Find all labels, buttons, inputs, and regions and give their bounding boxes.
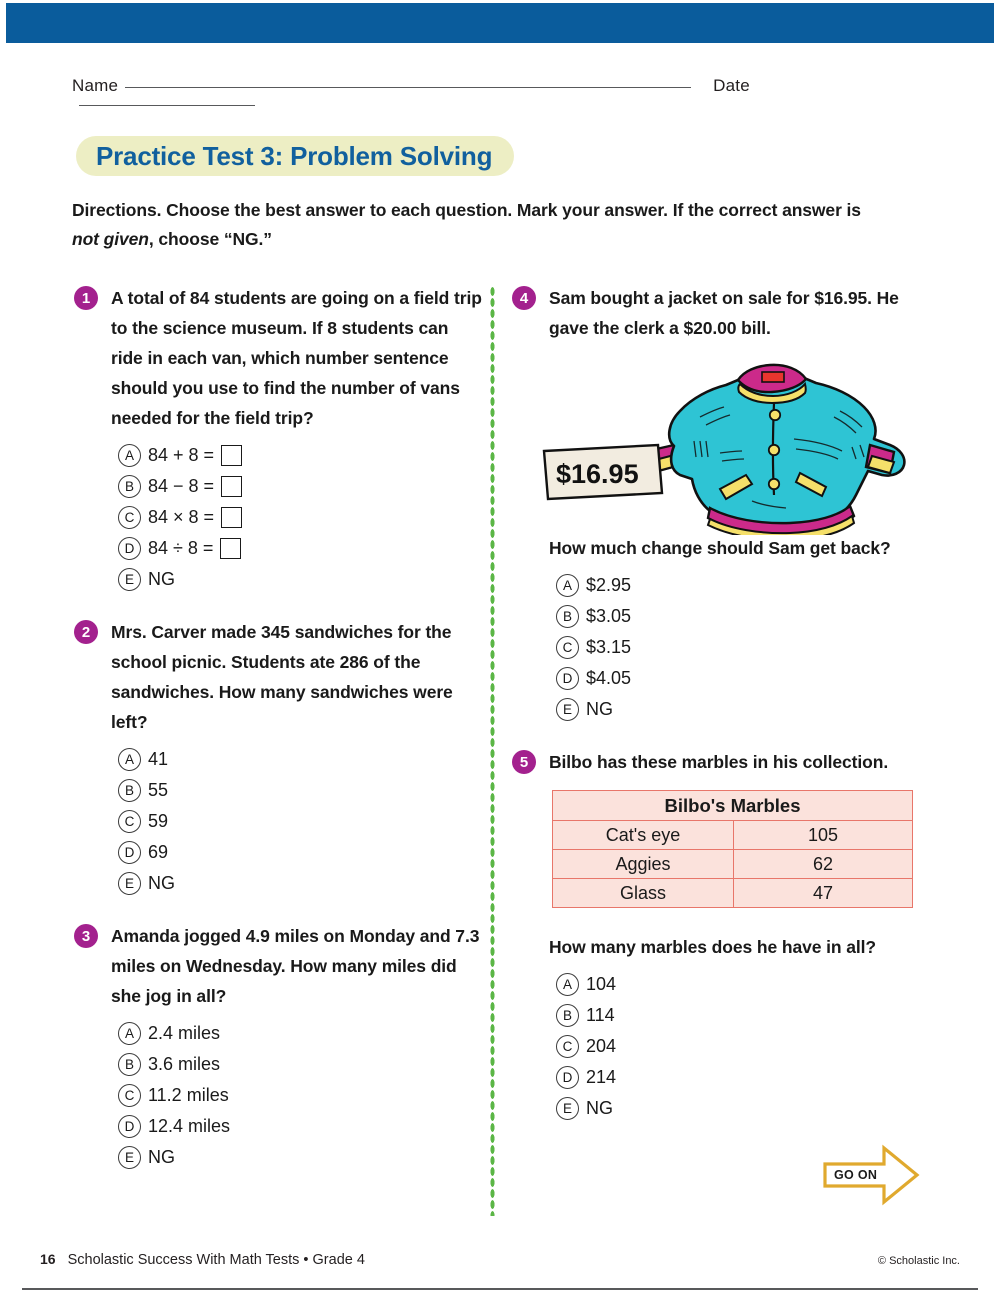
- choice-a[interactable]: [118, 440, 484, 471]
- choice-letter: D: [118, 841, 141, 864]
- choice-text: $4.05: [586, 668, 632, 688]
- choice-letter: A: [556, 574, 579, 597]
- choice-letter: D: [118, 1115, 141, 1138]
- row-label: Cat's eye: [553, 821, 734, 850]
- go-on-label: GO ON: [834, 1168, 878, 1182]
- choice-text: $3.05: [586, 606, 632, 626]
- choice-a[interactable]: [118, 744, 484, 775]
- name-label: Name: [72, 76, 119, 95]
- choice-e[interactable]: [556, 1093, 922, 1124]
- choice-a[interactable]: [118, 1018, 484, 1049]
- choice-letter: E: [118, 568, 141, 591]
- choice-e[interactable]: [556, 694, 922, 725]
- choice-c[interactable]: [118, 502, 484, 533]
- directions-italic: not given: [72, 229, 149, 249]
- choice-list: [556, 570, 922, 725]
- table-header-row: [553, 791, 913, 821]
- row-label: Glass: [553, 879, 734, 908]
- choice-text: 59: [148, 811, 169, 831]
- name-date-row: [72, 76, 928, 102]
- choice-letter: E: [118, 872, 141, 895]
- choice-b[interactable]: [118, 775, 484, 806]
- choice-b[interactable]: [118, 471, 484, 502]
- choice-letter: E: [556, 1097, 579, 1120]
- choice-text: $3.15: [586, 637, 632, 657]
- choice-list: [556, 969, 922, 1124]
- answer-box[interactable]: [221, 507, 242, 528]
- choice-text: 69: [148, 842, 169, 862]
- question-5: [512, 747, 922, 1124]
- choice-letter: C: [556, 1035, 579, 1058]
- question-subtext: How many marbles does he have in all?: [549, 937, 876, 957]
- choice-text: 3.6 miles: [148, 1054, 221, 1074]
- jacket-illustration: [534, 353, 914, 535]
- row-label: Aggies: [553, 850, 734, 879]
- row-value: 105: [734, 821, 913, 850]
- question-text: Sam bought a jacket on sale for $16.95. He gave the clerk a $20.00 bill.: [549, 288, 899, 338]
- choice-list: [118, 744, 484, 899]
- choice-letter: B: [556, 605, 579, 628]
- question-number-bubble: 5: [512, 750, 536, 774]
- row-value: 47: [734, 879, 913, 908]
- date-input-line[interactable]: [79, 105, 255, 106]
- choice-letter: A: [118, 444, 141, 467]
- question-text: Mrs. Carver made 345 sandwiches for the school picnic. Students ate 286 of the sandwiches. How many sandwiches were left?: [111, 622, 453, 732]
- choice-text: 214: [586, 1067, 617, 1087]
- footer-rule: [22, 1288, 978, 1290]
- choice-text: 2.4 miles: [148, 1023, 221, 1043]
- page-number: 16: [40, 1251, 56, 1267]
- choice-b[interactable]: [556, 601, 922, 632]
- question-3: [74, 921, 484, 1173]
- choice-letter: A: [118, 748, 141, 771]
- page-title: Practice Test 3: Problem Solving: [96, 140, 493, 171]
- choice-e[interactable]: [118, 1142, 484, 1173]
- choice-b[interactable]: [556, 1000, 922, 1031]
- choice-letter: D: [118, 537, 141, 560]
- question-2: [74, 617, 484, 899]
- choice-c[interactable]: [118, 1080, 484, 1111]
- answer-box[interactable]: [221, 476, 242, 497]
- table-title: Bilbo's Marbles: [553, 791, 913, 821]
- choice-letter: C: [118, 810, 141, 833]
- choice-text: NG: [148, 1147, 175, 1167]
- footer-left: [40, 1251, 365, 1268]
- choice-text: 114: [586, 1005, 615, 1025]
- choice-text: NG: [586, 1098, 613, 1118]
- choice-text: $2.95: [586, 575, 632, 595]
- go-on-arrow: [822, 1144, 920, 1206]
- choice-text: NG: [148, 569, 175, 589]
- choice-e[interactable]: [118, 868, 484, 899]
- choice-letter: C: [118, 1084, 141, 1107]
- choice-c[interactable]: [118, 806, 484, 837]
- choice-d[interactable]: [118, 533, 484, 564]
- choice-a[interactable]: [556, 570, 922, 601]
- question-number-bubble: 2: [74, 620, 98, 644]
- choice-text: 55: [148, 780, 169, 800]
- question-number-bubble: 3: [74, 924, 98, 948]
- choice-text: 11.2 miles: [148, 1085, 229, 1105]
- jacket-icon: [534, 353, 914, 535]
- choice-b[interactable]: [118, 1049, 484, 1080]
- choice-letter: A: [118, 1022, 141, 1045]
- marbles-table: [552, 790, 913, 908]
- choice-a[interactable]: [556, 969, 922, 1000]
- choice-text: 12.4 miles: [148, 1116, 231, 1136]
- footer-title: Scholastic Success With Math Tests • Grade 4: [67, 1252, 365, 1268]
- table-row: [553, 879, 913, 908]
- answer-box[interactable]: [221, 445, 242, 466]
- choice-d[interactable]: [118, 837, 484, 868]
- name-input-line[interactable]: [125, 87, 691, 88]
- choice-letter: D: [556, 1066, 579, 1089]
- choice-letter: C: [556, 636, 579, 659]
- table-row: [553, 821, 913, 850]
- question-4: [512, 283, 922, 725]
- choice-e[interactable]: [118, 564, 484, 595]
- top-blue-banner: [6, 3, 994, 43]
- page-title-pill: [76, 136, 514, 176]
- choice-d[interactable]: [556, 1062, 922, 1093]
- choice-d[interactable]: [556, 663, 922, 694]
- choice-letter: B: [556, 1004, 579, 1027]
- choice-letter: A: [556, 973, 579, 996]
- directions-part2: , choose “NG.”: [148, 229, 272, 249]
- choice-list: [118, 440, 484, 595]
- choice-letter: B: [118, 779, 141, 802]
- row-value: 62: [734, 850, 913, 879]
- question-subtext: How much change should Sam get back?: [549, 538, 891, 558]
- question-number-bubble: 4: [512, 286, 536, 310]
- choice-c[interactable]: [556, 632, 922, 663]
- choice-letter: E: [118, 1146, 141, 1169]
- copyright: © Scholastic Inc.: [877, 1255, 960, 1267]
- choice-text: 84 ÷ 8 =: [148, 538, 214, 558]
- question-1: [74, 283, 484, 595]
- price-tag-text: $16.95: [556, 459, 639, 489]
- question-text: Amanda jogged 4.9 miles on Monday and 7.3 miles on Wednesday. How many miles did she jog in all?: [111, 926, 480, 1006]
- date-label: Date: [713, 76, 750, 95]
- left-column: [74, 283, 484, 1173]
- choice-text: NG: [586, 699, 613, 719]
- choice-text: 84 − 8 =: [148, 476, 215, 496]
- choice-d[interactable]: [118, 1111, 484, 1142]
- choice-text: 84 × 8 =: [148, 507, 215, 527]
- choice-text: 41: [148, 749, 169, 769]
- table-row: [553, 850, 913, 879]
- directions-text: [72, 196, 872, 254]
- page-footer: [40, 1251, 960, 1268]
- choice-letter: D: [556, 667, 579, 690]
- choice-text: 84 + 8 =: [148, 445, 215, 465]
- choice-letter: B: [118, 475, 141, 498]
- choice-text: 204: [586, 1036, 617, 1056]
- question-text: A total of 84 students are going on a field trip to the science museum. If 8 students can ride in each van, which number sentence should you use to find the number of vans needed for the field trip?: [111, 288, 482, 428]
- choice-c[interactable]: [556, 1031, 922, 1062]
- question-text: Bilbo has these marbles in his collection.: [549, 752, 889, 772]
- choice-letter: C: [118, 506, 141, 529]
- right-column: [512, 283, 922, 1124]
- choice-letter: E: [556, 698, 579, 721]
- directions-part1: Directions. Choose the best answer to each question. Mark your answer. If the correct answer is: [72, 200, 861, 220]
- column-divider: [490, 286, 495, 1216]
- choice-text: 104: [586, 974, 617, 994]
- choice-text: NG: [148, 873, 175, 893]
- choice-letter: B: [118, 1053, 141, 1076]
- answer-box[interactable]: [220, 538, 241, 559]
- question-number-bubble: 1: [74, 286, 98, 310]
- choice-list: [118, 1018, 484, 1173]
